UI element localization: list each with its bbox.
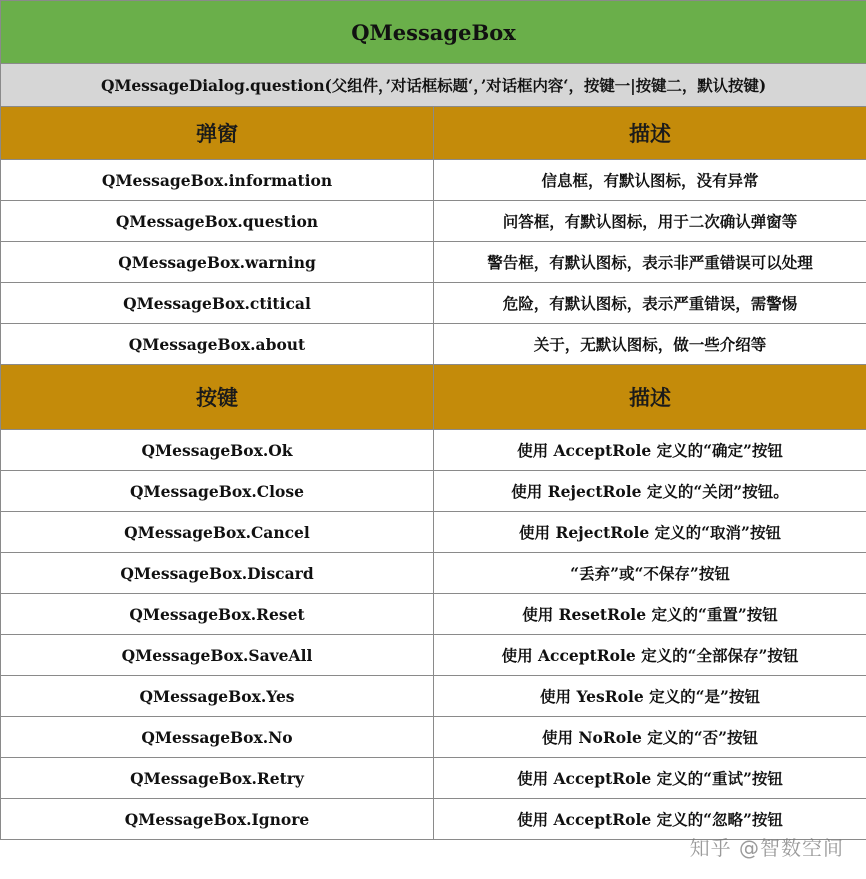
button-name: QMessageBox.Ignore — [1, 799, 434, 840]
button-desc: 使用 AcceptRole 定义的“全部保存”按钮 — [434, 635, 866, 676]
signature-row — [1, 64, 866, 107]
table-title: QMessageBox — [1, 1, 866, 64]
button-name: QMessageBox.Discard — [1, 553, 434, 594]
buttons-header-col1: 按键 — [1, 365, 434, 430]
table-row — [1, 512, 866, 553]
table-row — [1, 553, 866, 594]
table-row — [1, 283, 866, 324]
dialog-name: QMessageBox.ctitical — [1, 283, 434, 324]
dialog-name: QMessageBox.about — [1, 324, 434, 365]
button-name: QMessageBox.Reset — [1, 594, 434, 635]
button-name: QMessageBox.Cancel — [1, 512, 434, 553]
dialog-desc: 危险，有默认图标，表示严重错误，需警惕 — [434, 283, 866, 324]
table-row — [1, 758, 866, 799]
table-row — [1, 471, 866, 512]
dialogs-header-row — [1, 107, 866, 160]
table-row — [1, 676, 866, 717]
button-desc: 使用 NoRole 定义的“否”按钮 — [434, 717, 866, 758]
table-row — [1, 594, 866, 635]
dialog-name: QMessageBox.question — [1, 201, 434, 242]
button-name: QMessageBox.No — [1, 717, 434, 758]
table-row — [1, 717, 866, 758]
button-name: QMessageBox.SaveAll — [1, 635, 434, 676]
table-row — [1, 324, 866, 365]
dialog-desc: 问答框，有默认图标，用于二次确认弹窗等 — [434, 201, 866, 242]
dialog-desc: 关于，无默认图标，做一些介绍等 — [434, 324, 866, 365]
buttons-header-col2: 描述 — [434, 365, 866, 430]
watermark-text: 知乎 @智数空间 — [689, 836, 844, 860]
button-desc: 使用 RejectRole 定义的“取消”按钮 — [434, 512, 866, 553]
button-desc: 使用 ResetRole 定义的“重置”按钮 — [434, 594, 866, 635]
dialog-name: QMessageBox.warning — [1, 242, 434, 283]
button-name: QMessageBox.Retry — [1, 758, 434, 799]
button-name: QMessageBox.Ok — [1, 430, 434, 471]
table-row — [1, 201, 866, 242]
signature-text: QMessageDialog.question(父组件，’对话框标题‘，’对话框内容‘，按键一|按键二，默认按键) — [1, 64, 866, 107]
dialog-name: QMessageBox.information — [1, 160, 434, 201]
button-desc: 使用 RejectRole 定义的“关闭”按钮。 — [434, 471, 866, 512]
dialog-desc: 信息框，有默认图标，没有异常 — [434, 160, 866, 201]
table-row — [1, 160, 866, 201]
button-desc: 使用 AcceptRole 定义的“确定”按钮 — [434, 430, 866, 471]
button-desc: 使用 AcceptRole 定义的“重试”按钮 — [434, 758, 866, 799]
table-row — [1, 430, 866, 471]
buttons-header-row — [1, 365, 866, 430]
button-name: QMessageBox.Yes — [1, 676, 434, 717]
dialog-desc: 警告框，有默认图标，表示非严重错误可以处理 — [434, 242, 866, 283]
button-desc: “丢弃”或“不保存”按钮 — [434, 553, 866, 594]
button-desc: 使用 YesRole 定义的“是”按钮 — [434, 676, 866, 717]
title-row — [1, 1, 866, 64]
table-row — [1, 635, 866, 676]
button-name: QMessageBox.Close — [1, 471, 434, 512]
dialogs-header-col1: 弹窗 — [1, 107, 434, 160]
table-row — [1, 242, 866, 283]
dialogs-header-col2: 描述 — [434, 107, 866, 160]
button-desc: 使用 AcceptRole 定义的“忽略”按钮 — [434, 799, 866, 840]
